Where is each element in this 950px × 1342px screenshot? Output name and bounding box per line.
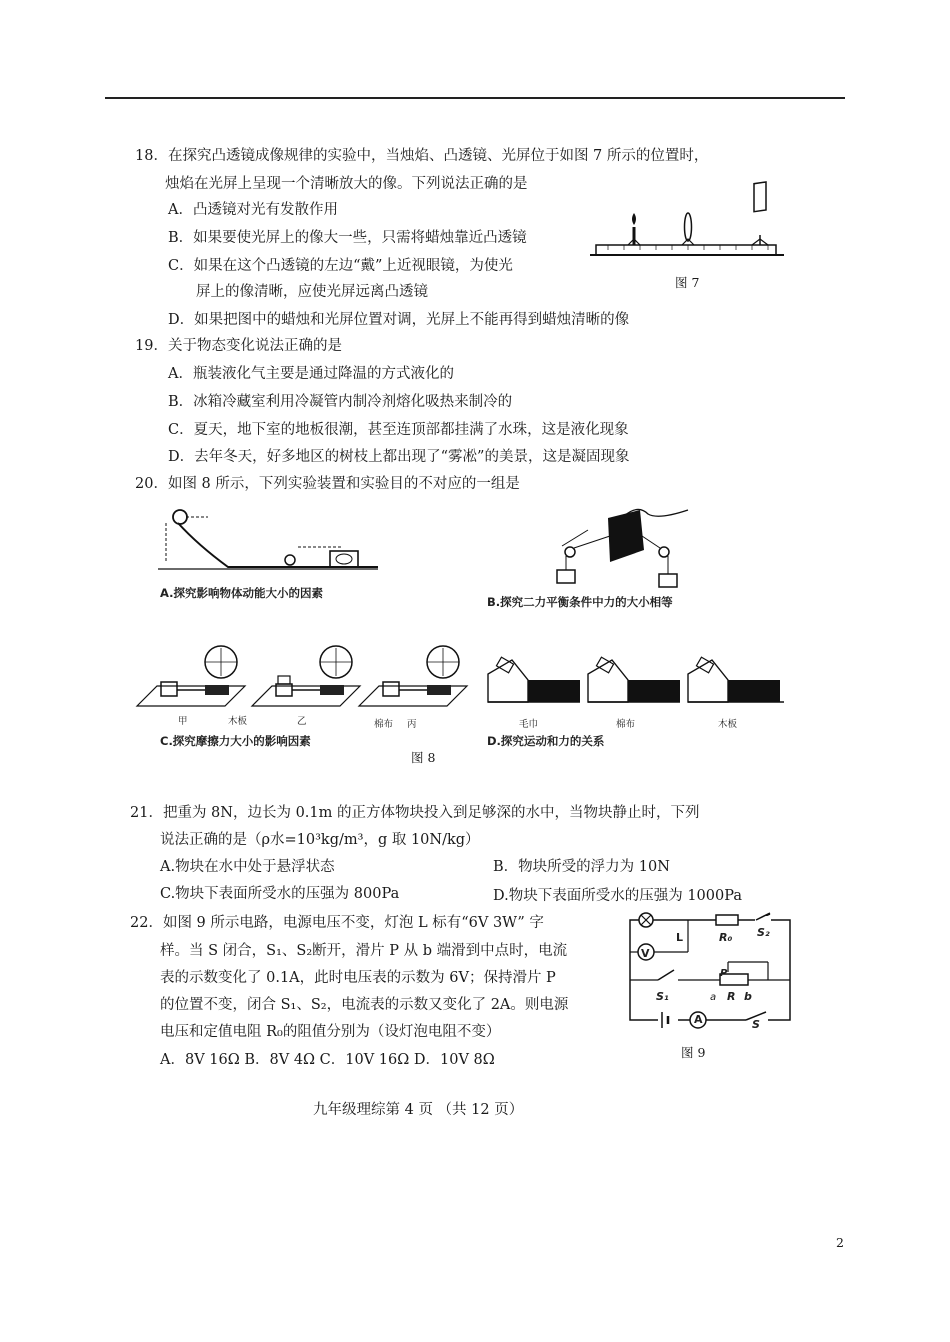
circuit-label-a: a	[710, 992, 717, 1003]
q22-line3: 表的示数变化了 0.1A，此时电压表的示数为 6V；保持滑片 P	[160, 970, 556, 986]
friction-setup-jia	[137, 646, 245, 706]
circuit-label-L: L	[676, 931, 684, 944]
label-yi: 乙	[297, 716, 307, 727]
q22-line4: 的位置不变，闭合 S₁、S₂，电流表的示数又变化了 2A。则电源	[160, 997, 569, 1013]
q18-option-a: A．凸透镜对光有发散作用	[168, 202, 338, 218]
q18-option-b: B．如果要使光屏上的像大一些，只需将蜡烛靠近凸透镜	[168, 230, 527, 246]
friction-setup-bing	[359, 646, 467, 706]
figure-8c-caption: C.探究摩擦力大小的影响因素	[160, 734, 311, 748]
q18-option-c-line2: 屏上的像清晰，应使光屏远离凸透镜	[196, 284, 428, 300]
voltmeter-label: V	[641, 947, 650, 960]
q21-option-d: D.物块下表面所受水的压强为 1000Pa	[493, 888, 742, 904]
circuit-label-S2: S₂	[757, 926, 770, 939]
q19-stem: 19．关于物态变化说法正确的是	[135, 338, 342, 354]
label-muban-2: 木板	[718, 719, 738, 730]
label-mianbu-1: 棉布	[374, 719, 394, 730]
page-number: 2	[836, 1235, 844, 1250]
figure-9-caption: 图 9	[681, 1045, 706, 1060]
q18-option-c-line1: C．如果在这个凸透镜的左边“戴”上近视眼镜，为使光	[168, 258, 513, 274]
friction-setup-yi	[252, 646, 360, 706]
label-mianbu-2: 棉布	[616, 719, 636, 730]
q19-option-d: D．去年冬天，好多地区的树枝上都出现了“雾凇”的美景，这是凝固现象	[168, 449, 630, 465]
q21-option-b: B．物块所受的浮力为 10N	[493, 859, 670, 875]
q18-stem-line1: 18．在探究凸透镜成像规律的实验中，当烛焰、凸透镜、光屏位于如图 7 所示的位置时，	[135, 148, 709, 164]
circuit-label-b: b	[744, 990, 752, 1003]
figure-8-caption: 图 8	[411, 750, 436, 765]
q21-option-c: C.物块下表面所受水的压强为 800Pa	[160, 886, 400, 902]
q22-options: A．8V 16Ω B．8V 4Ω C．10V 16Ω D．10V 8Ω	[160, 1052, 495, 1068]
q21-stem-line2: 说法正确的是（ρ水=10³kg/m³，g 取 10N/kg）	[160, 832, 480, 848]
q19-option-a: A．瓶装液化气主要是通过降温的方式液化的	[168, 366, 454, 382]
figure-8a-caption: A.探究影响物体动能大小的因素	[160, 586, 323, 600]
figure-8a-kinetic-energy-setup	[158, 505, 380, 575]
incline-setup-maojin	[488, 657, 580, 702]
q22-line5: 电压和定值电阻 R₀的阻值分别为（设灯泡电阻不变）	[160, 1024, 501, 1040]
circuit-label-R0: R₀	[719, 931, 733, 944]
figure-7-optical-bench	[588, 205, 788, 265]
ammeter-label: A	[694, 1013, 703, 1026]
q18-option-d: D．如果把图中的蜡烛和光屏位置对调，光屏上不能再得到蜡烛清晰的像	[168, 312, 630, 328]
figure-8d-motion-and-force-setups	[488, 652, 786, 707]
circuit-label-S1: S₁	[656, 990, 669, 1003]
incline-setup-mianbu	[588, 657, 680, 702]
q19-option-c: C．夏天，地下室的地板很潮，甚至连顶部都挂满了水珠，这是液化现象	[168, 422, 629, 438]
q18-stem-line2: 烛焰在光屏上呈现一个清晰放大的像。下列说法正确的是	[165, 176, 528, 192]
figure-8c-friction-setups	[135, 638, 470, 713]
figure-8b-caption: B.探究二力平衡条件中力的大小相等	[487, 595, 673, 609]
label-bing: 丙	[407, 719, 417, 730]
q22-line1: 22．如图 9 所示电路，电源电压不变，灯泡 L 标有“6V 3W” 字	[130, 915, 544, 931]
page-footer: 九年级理综第 4 页 （共 12 页）	[313, 1102, 524, 1118]
figure-8b-two-force-balance-setup	[548, 500, 708, 595]
circuit-label-S: S	[752, 1018, 760, 1031]
q21-stem-line1: 21．把重为 8N，边长为 0.1m 的正方体物块投入到足够深的水中，当物块静止时，下列	[130, 805, 700, 821]
label-maojin: 毛巾	[519, 719, 539, 730]
circuit-label-R: R	[727, 990, 736, 1003]
q22-line2: 样。当 S 闭合，S₁、S₂断开，滑片 P 从 b 端滑到中点时，电流	[160, 943, 568, 959]
figure-8d-caption: D.探究运动和力的关系	[487, 734, 605, 748]
figure-7-caption: 图 7	[675, 275, 700, 290]
resistor-r0-icon	[716, 915, 738, 925]
q19-option-b: B．冰箱冷藏室利用冷凝管内制冷剂熔化吸热来制冷的	[168, 394, 513, 410]
q21-option-a: A.物块在水中处于悬浮状态	[160, 859, 335, 875]
incline-setup-muban	[688, 657, 784, 702]
q20-stem: 20．如图 8 所示，下列实验装置和实验目的不对应的一组是	[135, 476, 520, 492]
header-rule	[105, 97, 845, 99]
label-muban-1: 木板	[228, 716, 248, 727]
label-jia: 甲	[178, 716, 188, 727]
circuit-label-P: P	[720, 968, 728, 979]
